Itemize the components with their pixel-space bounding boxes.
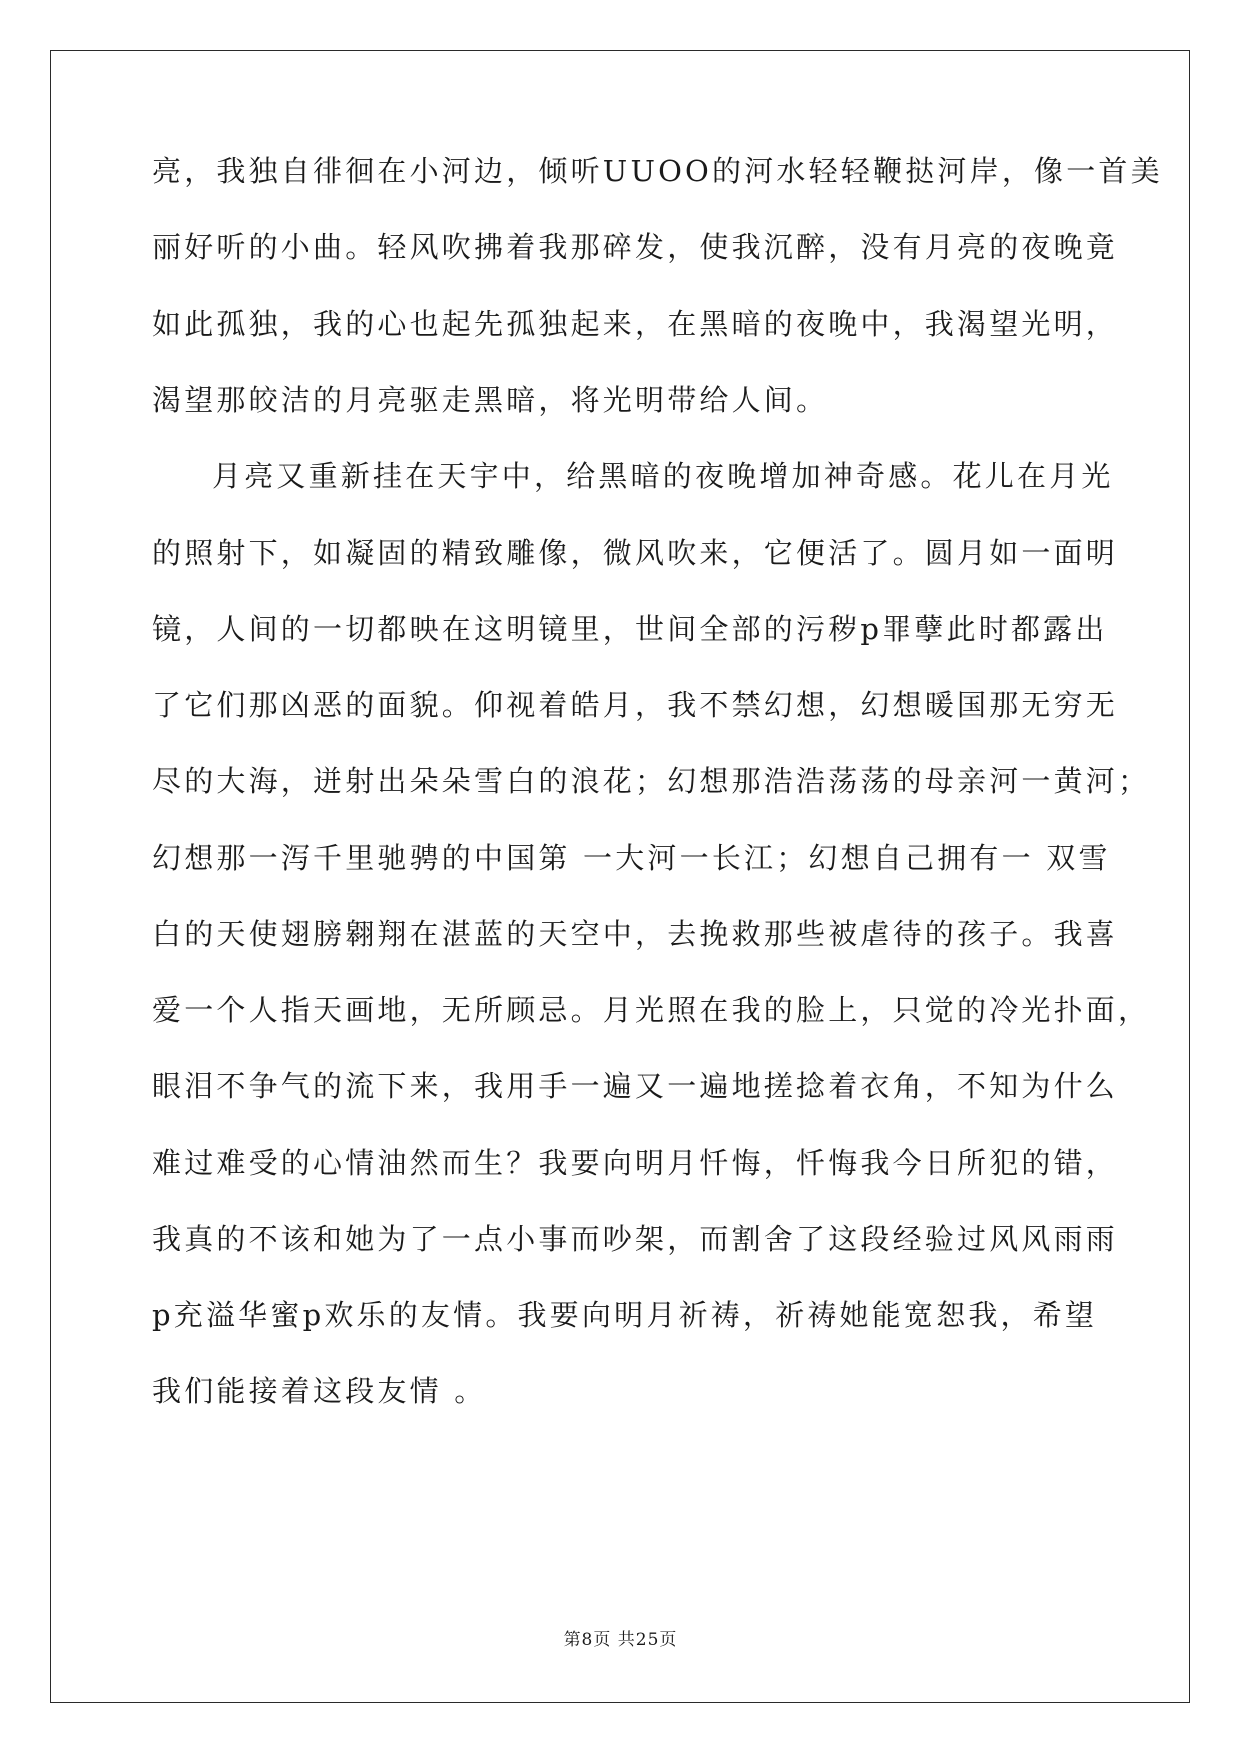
text-line: 镜，人间的一切都映在这明镜里，世间全部的污秽p罪孽此时都露出 [152,612,1108,646]
text-line: p充溢华蜜p欢乐的友情。我要向明月祈祷，祈祷她能宽恕我，希望 [152,1298,1098,1332]
paragraph-first-line: 月亮又重新挂在天宇中，给黑暗的夜晚增加神奇感。花儿在月光 [212,459,1114,493]
text-line: 我们能接着这段友情 。 [152,1374,487,1408]
text-line: 白的天使翅膀翱翔在湛蓝的天空中，去挽救那些被虐待的孩子。我喜 [152,917,1119,951]
text-line: 渴望那皎洁的月亮驱走黑暗，将光明带给人间。 [152,383,829,417]
text-line: 我真的不该和她为了一点小事而吵架，而割舍了这段经验过风风雨雨 [152,1222,1119,1256]
text-line: 了它们那凶恶的面貌。仰视着皓月，我不禁幻想，幻想暖国那无穷无 [152,688,1119,722]
text-line: 难过难受的心情油然而生？我要向明月忏悔，忏悔我今日所犯的错， [152,1146,1119,1180]
text-line: 如此孤独，我的心也起先孤独起来，在黑暗的夜晚中，我渴望光明， [152,307,1119,341]
text-line: 丽好听的小曲。轻风吹拂着我那碎发，使我沉醉，没有月亮的夜晚竟 [152,230,1119,264]
text-line: 尽的大海，迸射出朵朵雪白的浪花；幻想那浩浩荡荡的母亲河一黄河； [152,764,1151,798]
page-number: 第8页 共25页 [563,1630,678,1650]
text-line: 爱一个人指天画地，无所顾忌。月光照在我的脸上，只觉的冷光扑面， [152,993,1151,1027]
text-line: 亮，我独自徘徊在小河边，倾听UUOO的河水轻轻鞭挞河岸，像一首美 [152,154,1163,188]
text-line: 幻想那一泻千里驰骋的中国第 一大河一长江；幻想自己拥有一 双雪 [152,841,1111,875]
page-border [50,50,1190,1703]
text-line: 的照射下，如凝固的精致雕像，微风吹来，它便活了。圆月如一面明 [152,536,1119,570]
text-line: 眼泪不争气的流下来，我用手一遍又一遍地搓捻着衣角，不知为什么 [152,1069,1119,1103]
